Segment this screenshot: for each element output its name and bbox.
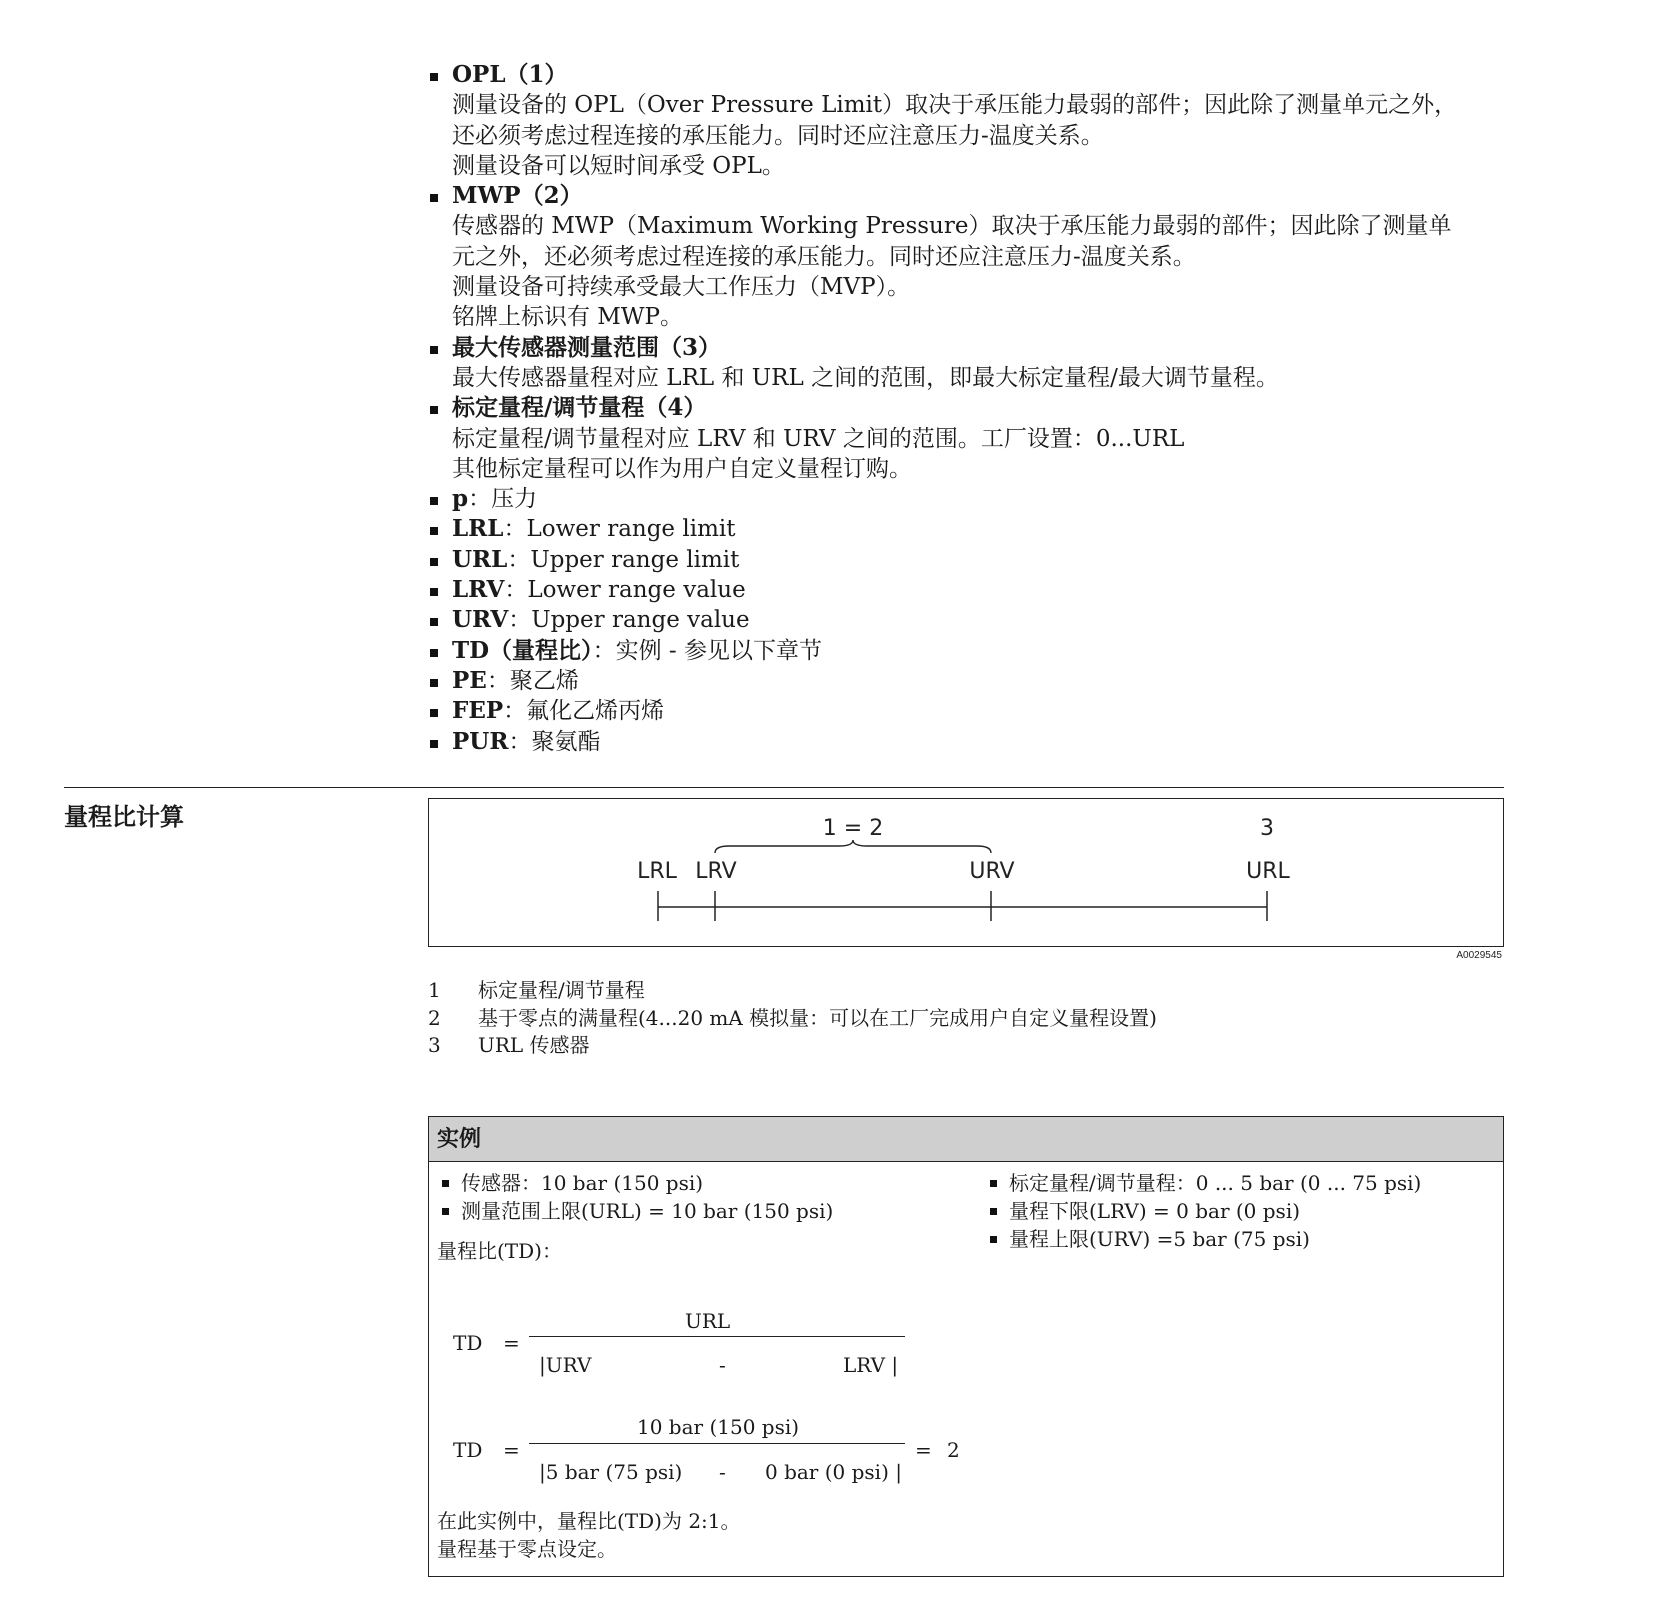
- glossary-desc: ：Upper range value: [508, 607, 750, 634]
- glossary-desc: ：Upper range limit: [507, 546, 740, 573]
- definition-line: 测量设备的 OPL（Over Pressure Limit）取决于承压能力最弱的部件；因此除了测量单元之外，: [452, 92, 1458, 119]
- formula1-minus: -: [719, 1353, 726, 1377]
- example-list-item: 标定量程/调节量程：0 ... 5 bar (0 ... 75 psi): [985, 1169, 1421, 1197]
- glossary-desc: ：压力: [468, 486, 538, 513]
- glossary-term: LRL: [452, 515, 504, 543]
- formula2-denominator-b: 0 bar (0 psi) |: [765, 1460, 902, 1484]
- definition-line: 最大传感器量程对应 LRL 和 URL 之间的范围，即最大标定量程/最大调节量程。: [452, 364, 1279, 391]
- formula2-lhs: TD: [453, 1438, 483, 1462]
- glossary-desc: ：Lower range limit: [503, 516, 736, 543]
- glossary-item: [428, 484, 1488, 514]
- glossary-item: [428, 575, 1488, 605]
- definition-line: 传感器的 MWP（Maximum Working Pressure）取决于承压能力最弱的部件；因此除了测量单: [452, 213, 1452, 240]
- glossary-desc: ：聚乙烯: [486, 667, 579, 694]
- glossary-term: URL: [452, 545, 508, 573]
- glossary-item: [428, 514, 1488, 544]
- example-list-item: 量程下限(LRV) = 0 bar (0 psi): [985, 1197, 1421, 1225]
- label-lrl: LRL: [637, 859, 677, 884]
- example-note-line: 在此实例中，量程比(TD)为 2:1。: [437, 1509, 741, 1533]
- example-list-item: 测量范围上限(URL) = 10 bar (150 psi): [437, 1197, 833, 1225]
- formula2-equals-2: =: [915, 1438, 932, 1462]
- formula1-denominator-b: LRV |: [843, 1353, 899, 1377]
- label-urv: URV: [969, 859, 1015, 884]
- example-list-item: 量程上限(URV) =5 bar (75 psi): [985, 1225, 1421, 1253]
- figure-legend: [428, 977, 1157, 1060]
- legend-number: 1: [428, 978, 441, 1002]
- glossary-desc: ：氟化乙烯丙烯: [503, 698, 665, 725]
- label-lrv: LRV: [695, 859, 737, 884]
- legend-text: 基于零点的满量程(4...20 mA 模拟量：可以在工厂完成用户自定义量程设置): [478, 1005, 1157, 1030]
- definition-item: [428, 181, 1488, 332]
- formula2-denominator-a: |5 bar (75 psi): [539, 1460, 683, 1484]
- formula1-equals: =: [503, 1331, 520, 1355]
- glossary-term: LRV: [452, 576, 505, 604]
- definition-term: 最大传感器测量范围（3）: [452, 333, 722, 361]
- figure-id: A0029545: [1456, 950, 1502, 961]
- glossary-desc: ：实例 - 参见以下章节: [592, 637, 822, 664]
- glossary-item: [428, 636, 1488, 666]
- definition-item: [428, 393, 1488, 484]
- legend-text: URL 传感器: [478, 1033, 590, 1058]
- formula1-lhs: TD: [453, 1331, 483, 1355]
- formula2-fraction-line: [529, 1443, 905, 1444]
- definition-term: MWP（2）: [452, 182, 583, 210]
- glossary-item: [428, 605, 1488, 635]
- definition-line: 还必须考虑过程连接的承压能力。同时还应注意压力-温度关系。: [452, 122, 1104, 149]
- glossary-item: [428, 727, 1488, 757]
- label-three: 3: [1260, 816, 1274, 841]
- example-title: 实例: [429, 1117, 1503, 1162]
- definition-line: 铭牌上标识有 MWP。: [452, 304, 683, 331]
- example-note: [437, 1507, 741, 1563]
- section-heading: 量程比计算: [64, 802, 184, 831]
- formula2-equals: =: [503, 1438, 520, 1462]
- definition-item: [428, 60, 1488, 181]
- definition-list: [428, 60, 1488, 757]
- example-list-item: 传感器：10 bar (150 psi): [437, 1169, 833, 1197]
- td-label: 量程比(TD)：: [437, 1239, 562, 1263]
- definition-term: OPL（1）: [452, 61, 568, 88]
- glossary-item: [428, 666, 1488, 696]
- range-diagram-svg: [429, 799, 1503, 946]
- definition-line: 其他标定量程可以作为用户自定义量程订购。: [452, 455, 912, 482]
- formula2-numerator: 10 bar (150 psi): [637, 1415, 800, 1439]
- definition-line: 标定量程/调节量程对应 LRV 和 URV 之间的范围。工厂设置：0...URL: [452, 425, 1185, 452]
- definition-item: [428, 333, 1488, 394]
- legend-text: 标定量程/调节量程: [478, 978, 645, 1002]
- formula1-fraction-line: [529, 1336, 905, 1337]
- legend-row: [428, 1032, 1157, 1060]
- label-brace: 1 = 2: [822, 816, 884, 841]
- definition-line: 测量设备可以短时间承受 OPL。: [452, 152, 785, 179]
- glossary-term: URV: [452, 606, 509, 634]
- example-box: [428, 1116, 1504, 1577]
- glossary-term: PUR: [452, 727, 509, 755]
- legend-number: 3: [428, 1033, 441, 1058]
- glossary-desc: ：Lower range value: [504, 577, 746, 604]
- section-divider: [64, 787, 1504, 788]
- legend-row: [428, 1005, 1157, 1033]
- definition-term: 标定量程/调节量程（4）: [452, 394, 707, 422]
- formula1-denominator-a: |URV: [539, 1353, 592, 1377]
- label-url: URL: [1246, 859, 1290, 884]
- glossary-term: FEP: [452, 697, 504, 725]
- span-brace: [715, 840, 991, 853]
- glossary-term: p: [452, 485, 469, 513]
- example-note-line: 量程基于零点设定。: [437, 1537, 617, 1561]
- glossary-item: [428, 696, 1488, 726]
- formula1-numerator: URL: [685, 1309, 731, 1333]
- glossary-term: TD（量程比）: [452, 636, 593, 664]
- glossary-item: [428, 545, 1488, 575]
- formula2-minus: -: [719, 1460, 726, 1484]
- legend-number: 2: [428, 1005, 441, 1030]
- legend-row: [428, 977, 1157, 1005]
- formula2-result: 2: [947, 1438, 960, 1462]
- glossary-desc: ：聚氨酯: [508, 728, 601, 755]
- glossary-term: PE: [452, 666, 487, 694]
- definition-line: 元之外，还必须考虑过程连接的承压能力。同时还应注意压力-温度关系。: [452, 243, 1196, 270]
- range-diagram: [428, 798, 1504, 947]
- definition-line: 测量设备可持续承受最大工作压力（MVP）。: [452, 274, 911, 301]
